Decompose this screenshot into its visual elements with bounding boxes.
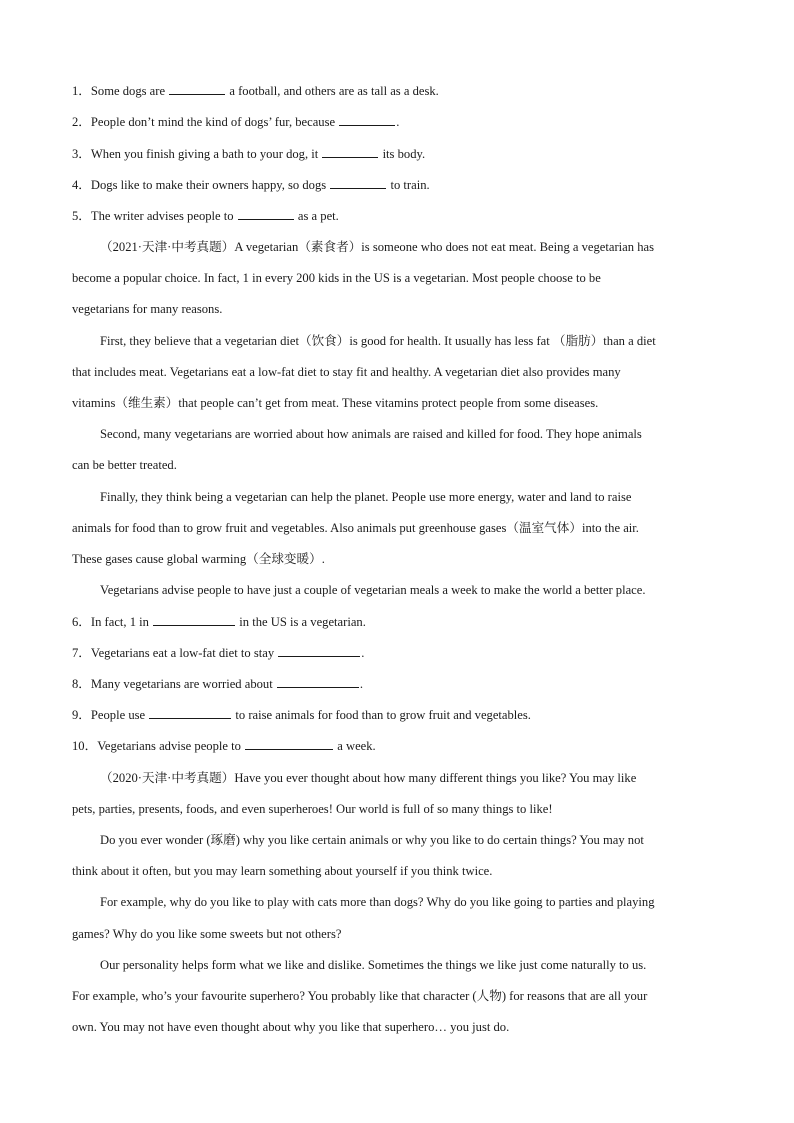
question-10 (72, 737, 722, 755)
question-text: When you finish giving a bath to your dog, it (90, 147, 319, 161)
question-text: Dogs like to make their owners happy, so dogs (90, 178, 327, 192)
passage-line: For example, why do you like to play with cats more than dogs? Why do you like going to parties and playing (100, 895, 655, 909)
question-text: . (396, 115, 400, 129)
passage-line: animals for food than to grow fruit and vegetables. Also animals put greenhouse gases（温室气体）into the air. (72, 521, 639, 535)
question-text: Some dogs are (90, 84, 166, 98)
passage-line: think about it often, but you may learn something about yourself if you think twice. (72, 864, 493, 878)
question-7 (72, 644, 722, 662)
passage-line: （2021·天津·中考真题）A vegetarian（素食者）is someone who does not eat meat. Being a vegetarian has (100, 240, 655, 254)
answer-blank[interactable] (153, 613, 235, 626)
question-text: a week. (337, 739, 376, 753)
answer-blank[interactable] (169, 82, 225, 95)
question-number: 5． (72, 209, 91, 223)
question-9 (72, 706, 722, 724)
answer-blank[interactable] (330, 176, 386, 189)
question-text: . (361, 646, 365, 660)
question-text: in the US is a vegetarian. (239, 615, 366, 629)
question-text: a football, and others are as tall as a desk. (229, 84, 439, 98)
answer-blank[interactable] (339, 113, 395, 126)
question-1 (72, 82, 722, 100)
passage-line: pets, parties, presents, foods, and even superheroes! Our world is full of so many things to like! (72, 802, 553, 816)
passage-line: vegetarians for many reasons. (72, 302, 223, 316)
question-4 (72, 176, 722, 194)
passage-line: Finally, they think being a vegetarian can help the planet. People use more energy, water and land to raise (100, 490, 632, 504)
answer-blank[interactable] (278, 644, 360, 657)
passage-line: games? Why do you like some sweets but not others? (72, 927, 342, 941)
question-text: its body. (382, 147, 426, 161)
passage-line: （2020·天津·中考真题）Have you ever thought about how many different things you like? You may like (100, 771, 637, 785)
passage-line: own. You may not have even thought about why you like that superhero… you just do. (72, 1020, 510, 1034)
passage-line: Our personality helps form what we like and dislike. Sometimes the things we like just come naturally to us. (100, 958, 647, 972)
question-number: 2． (72, 115, 91, 129)
passage-line: These gases cause global warming（全球变暖）. (72, 552, 325, 566)
answer-blank[interactable] (238, 207, 294, 220)
passage-line: For example, who’s your favourite superhero? You probably like that character (人物) for reasons that are all your (72, 989, 648, 1003)
question-text: People don’t mind the kind of dogs’ fur, because (90, 115, 336, 129)
passage-line: become a popular choice. In fact, 1 in every 200 kids in the US is a vegetarian. Most people choose to be (72, 271, 601, 285)
answer-blank[interactable] (245, 737, 333, 750)
passage-line: vitamins（维生素）that people can’t get from meat. These vitamins protect people from some diseases. (72, 396, 599, 410)
question-text: The writer advises people to (90, 209, 234, 223)
question-number: 4． (72, 178, 91, 192)
question-number: 9． (72, 708, 91, 722)
question-5 (72, 207, 722, 225)
question-8 (72, 675, 722, 693)
question-text: to raise animals for food than to grow fruit and vegetables. (235, 708, 531, 722)
question-number: 10． (72, 739, 98, 753)
answer-blank[interactable] (322, 145, 378, 158)
question-text: . (359, 677, 364, 691)
question-text: In fact, 1 in (90, 615, 149, 629)
passage-line: Second, many vegetarians are worried about how animals are raised and killed for food. They hope animals (100, 427, 642, 441)
question-number: 1． (72, 84, 91, 98)
passage-line: that includes meat. Vegetarians eat a low-fat diet to stay fit and healthy. A vegetarian diet also provides many (72, 365, 621, 379)
answer-blank[interactable] (277, 675, 359, 688)
question-text: Many vegetarians are worried about (90, 677, 273, 691)
passage-line: Vegetarians advise people to have just a couple of vegetarian meals a week to make the world a better place. (100, 583, 646, 597)
question-text: Vegetarians advise people to (97, 739, 241, 753)
question-2 (72, 113, 722, 131)
passage-line: can be better treated. (72, 458, 177, 472)
question-number: 3． (72, 147, 91, 161)
passage-line: First, they believe that a vegetarian diet（饮食）is good for health. It usually has less fat （脂肪）than a diet (100, 334, 656, 348)
question-number: 7． (72, 646, 91, 660)
question-text: People use (90, 708, 146, 722)
question-number: 6． (72, 615, 91, 629)
question-3 (72, 145, 722, 163)
passage-line: Do you ever wonder (琢磨) why you like certain animals or why you like to do certain things? You may not (100, 833, 644, 847)
question-text: Vegetarians eat a low-fat diet to stay (90, 646, 275, 660)
question-text: to train. (390, 178, 430, 192)
answer-blank[interactable] (149, 706, 231, 719)
question-number: 8． (72, 677, 91, 691)
question-6 (72, 613, 722, 631)
question-text: as a pet. (297, 209, 339, 223)
